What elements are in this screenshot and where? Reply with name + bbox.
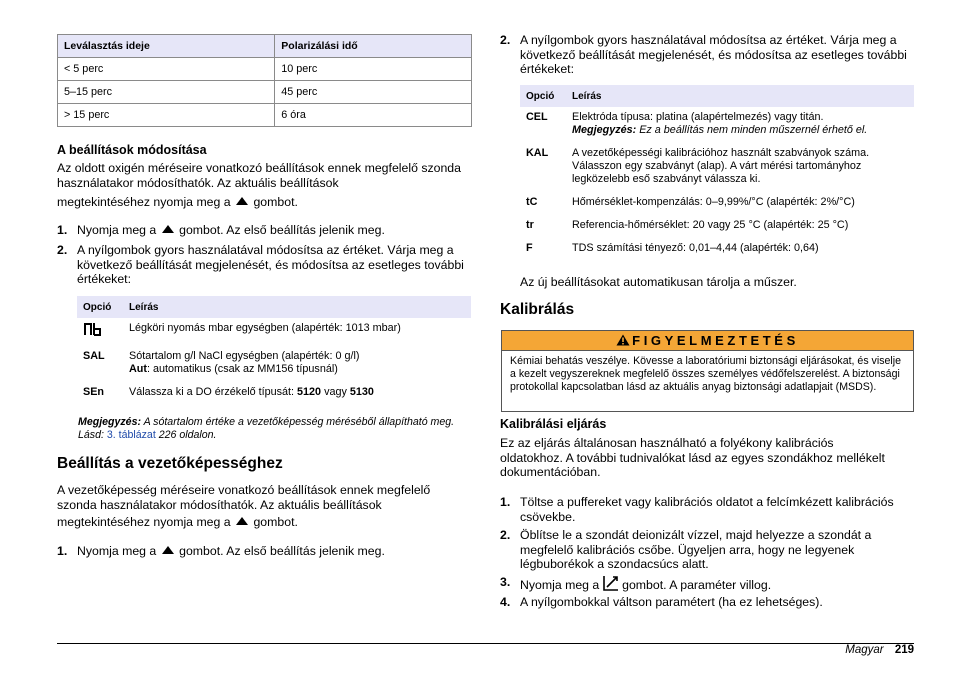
step-text-part: Nyomja meg a — [520, 578, 600, 592]
table-cell: > 15 perc — [58, 104, 275, 127]
conductivity-options-table — [520, 85, 914, 261]
option-description: Légköri nyomás mbar egységben (alapérték: 1013 mbar) — [129, 322, 401, 334]
option-key — [77, 318, 123, 346]
step-item — [500, 495, 914, 525]
page-number: 219 — [894, 644, 914, 656]
option-description — [123, 382, 471, 405]
option-description — [566, 107, 914, 143]
step-item — [57, 223, 467, 239]
step-number: 1. — [500, 495, 511, 509]
table-cell: 10 perc — [275, 58, 472, 81]
paragraph-text: megtekintéséhez nyomja meg a — [57, 515, 231, 529]
up-arrow-icon — [236, 517, 248, 525]
step-text: A nyílgombok gyors használatával módosítsa az értéket. Várja meg a következő beállítását megjelenését, és módosítsa az esetleges további értékeket: — [77, 243, 464, 287]
warning-text: Kémiai behatás veszélye. Kövesse a laboratóriumi biztonsági eljárásokat, és viselje a kezelt vegyszereknek megfelelő összes személyes védőfelszerelést. A biztonsági protokollal kapcsolatban lásd az aktuális anyag biztonsági adatlapjait (MSDS). — [510, 355, 901, 393]
step-item — [500, 595, 914, 611]
warning-box — [501, 330, 914, 412]
step-number: 1. — [57, 223, 68, 237]
step-text-part: Nyomja meg a — [77, 223, 157, 237]
step-number: 1. — [57, 544, 68, 558]
footer-rule — [57, 643, 914, 644]
warning-title: FIGYELMEZTETÉS — [632, 333, 799, 348]
table-row — [520, 192, 914, 215]
section-heading-procedure: Kalibrálási eljárás — [500, 417, 607, 431]
option-key: CEL — [526, 111, 548, 123]
step-item — [57, 243, 467, 289]
paragraph: Az oldott oxigén méréseire vonatkozó beállítások ennek megfelelő szonda használatakor módosíthatók. Az aktuális beállítások — [57, 161, 461, 190]
warning-header — [502, 331, 913, 351]
paragraph: A vezetőképesség méréseire vonatkozó beállítások ennek megfelelő szonda használatakor módosíthatók. Az aktuális beállítások — [57, 483, 431, 512]
up-arrow-icon — [162, 225, 174, 233]
table-header-row — [77, 296, 471, 318]
step-text — [520, 575, 771, 593]
option-text-bold: 5120 — [297, 386, 322, 398]
table-row — [520, 143, 914, 192]
table-header: Leírás — [566, 85, 914, 107]
step-number: 2. — [57, 243, 68, 257]
paragraph — [57, 195, 467, 210]
step-text-part: gombot. A paraméter villog. — [622, 578, 772, 592]
table-cell: 6 óra — [275, 104, 472, 127]
step-text-part: gombot. Az első beállítás jelenik meg. — [179, 223, 385, 237]
footer-language: Magyar — [845, 644, 884, 656]
step-item — [500, 575, 914, 591]
option-text-bold: Aut — [129, 363, 147, 375]
option-key: tC — [526, 196, 538, 208]
step-number: 2. — [500, 528, 511, 542]
section-heading-conductivity: Beállítás a vezetőképességhez — [57, 455, 283, 472]
option-text: Sótartalom g/l NaCl egységben (alapérték: 0 g/l) — [129, 350, 360, 362]
step-text — [77, 544, 385, 559]
option-text: : automatikus (csak az MM156 típusnál) — [147, 363, 338, 375]
up-arrow-icon — [162, 546, 174, 554]
option-text: vagy — [324, 386, 347, 398]
table-row — [58, 81, 472, 104]
step-text: Öblítse le a szondát deionizált vízzel, majd helyezze a szondát a megfelelő kalibrációs csőbe. Ügyeljen arra, hogy ne legyenek légbuborékok a szondacsúcs alatt. — [520, 528, 872, 572]
paragraph — [57, 515, 467, 530]
table-row — [520, 107, 914, 143]
step-number: 3. — [500, 575, 511, 589]
step-text-part: gombot. Az első beállítás jelenik meg. — [179, 544, 385, 558]
step-item — [57, 544, 467, 560]
polarization-table — [57, 34, 472, 127]
step-text — [77, 223, 385, 238]
paragraph-text: megtekintéséhez nyomja meg a — [57, 195, 231, 209]
note-text: A sótartalom értéke a vezetőképesség méréséből állapítható meg. Lásd: — [78, 416, 455, 441]
table-header-row — [58, 35, 472, 58]
option-description: Hőmérséklet-kompenzálás: 0–9,99%/°C (alapérték: 2%/°C) — [572, 196, 855, 208]
table-row — [77, 382, 471, 405]
step-number: 4. — [500, 595, 511, 609]
calibration-icon — [603, 575, 619, 591]
pressure-symbol-icon — [83, 322, 103, 336]
table-row — [77, 318, 471, 346]
option-key: SAL — [83, 350, 105, 362]
option-description — [123, 346, 471, 382]
paragraph-text: gombot. — [253, 515, 298, 529]
table-header: Opció — [77, 296, 123, 318]
note — [78, 416, 470, 442]
option-key: F — [526, 242, 533, 254]
paragraph: Ez az eljárás általánosan használható a folyékony kalibrációs oldatokhoz. A további tudnivalókat lásd az egyes szondákhoz mellékelt dokumentációban. — [500, 436, 885, 480]
warning-triangle-icon — [616, 334, 630, 346]
table-reference-link[interactable]: 3. táblázat — [106, 429, 156, 441]
table-header: Leválasztás ideje — [58, 35, 275, 58]
table-header: Polarizálási idő — [275, 35, 472, 58]
step-item — [500, 528, 914, 572]
option-key: KAL — [526, 147, 549, 159]
note-label: Megjegyzés: — [78, 416, 141, 428]
option-key: tr — [526, 219, 534, 231]
option-description: Referencia-hőmérséklet: 20 vagy 25 °C (alapérték: 25 °C) — [572, 219, 849, 231]
option-description: A vezetőképességi kalibrációhoz használt szabványok száma. Válasszon egy szabványt (alap). A várt mérési tartományhoz legközelebb eső szabványt válassza ki. — [572, 147, 870, 185]
table-row — [58, 58, 472, 81]
option-text: Elektróda típusa: platina (alapértelmezés) vagy titán. — [572, 111, 824, 123]
option-description: TDS számítási tényező: 0,01–4,44 (alapérték: 0,64) — [572, 242, 819, 254]
option-note-label: Megjegyzés: — [572, 124, 637, 136]
paragraph: Az új beállításokat automatikusan tárolja a műszer. — [520, 275, 797, 289]
table-row — [520, 215, 914, 238]
option-text-bold: 5130 — [349, 386, 374, 398]
step-text: A nyílgombok gyors használatával módosítsa az értéket. Várja meg a következő beállítását megjelenését, és módosítsa az esetleges további értékeket: — [520, 33, 907, 77]
table-row — [520, 238, 914, 261]
option-note: Ez a beállítás nem minden műszernél érhető el. — [639, 124, 868, 136]
paragraph-text: gombot. — [253, 195, 298, 209]
step-text: A nyílgombokkal váltson paramétert (ha ez lehetséges). — [520, 595, 823, 609]
table-row — [58, 104, 472, 127]
section-heading-calibration: Kalibrálás — [500, 301, 575, 318]
step-text-part: Nyomja meg a — [77, 544, 157, 558]
up-arrow-icon — [236, 197, 248, 205]
section-heading-settings: A beállítások módosítása — [57, 143, 207, 157]
footer — [845, 643, 914, 658]
step-item — [500, 33, 914, 79]
note-text: 226 oldalon. — [158, 429, 217, 441]
table-header-row — [520, 85, 914, 107]
table-cell: 5–15 perc — [58, 81, 275, 104]
table-header: Opció — [520, 85, 566, 107]
step-text: Töltse a puffereket vagy kalibrációs oldatot a felcímkézett kalibrációs csövekbe. — [520, 495, 894, 524]
step-number: 2. — [500, 33, 511, 47]
table-cell: 45 perc — [275, 81, 472, 104]
oxygen-options-table — [77, 296, 471, 405]
table-header: Leírás — [123, 296, 471, 318]
option-key: SEn — [83, 386, 104, 398]
table-row — [77, 346, 471, 382]
option-text: Válassza ki a DO érzékelő típusát: — [129, 386, 295, 398]
table-cell: < 5 perc — [58, 58, 275, 81]
